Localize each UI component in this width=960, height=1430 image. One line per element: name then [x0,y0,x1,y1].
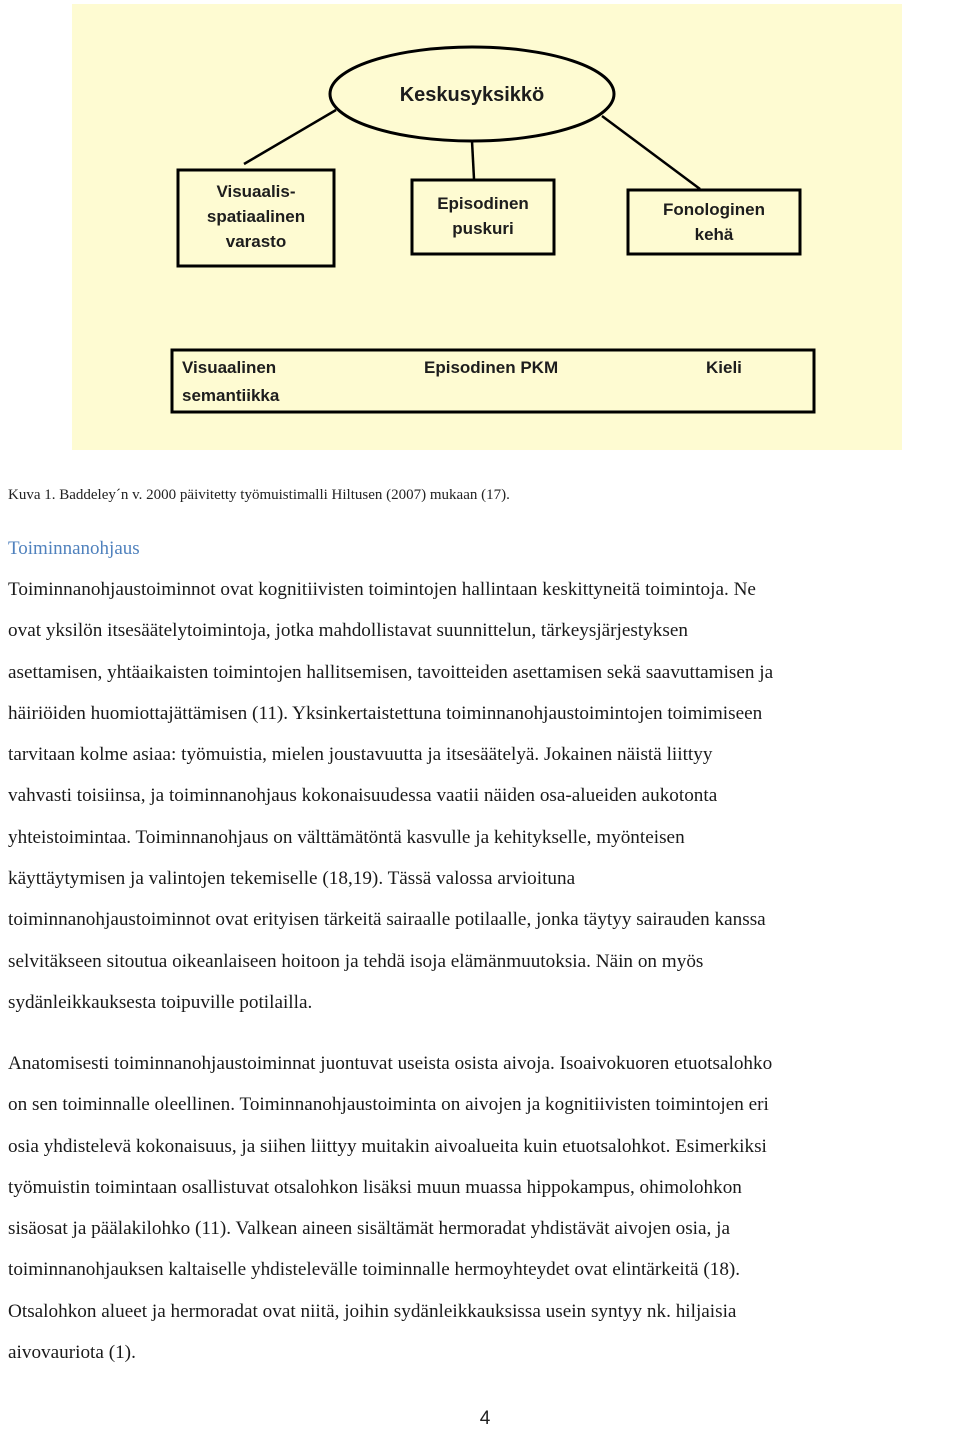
paragraph-line: osia yhdistelevä kokonaisuus, ja siihen liittyy muitakin aivoalueita kuin etuotsalohkot. Esimerkiksi [8,1135,767,1157]
paragraph-line: häiriöiden huomiottajättämisen (11). Yksinkertaistettuna toiminnanohjaustoimintojen toimimiseen [8,702,763,724]
paragraph-line: vahvasti toisiinsa, ja toiminnanohjaus kokonaisuudessa vaatii näiden osa-alueiden aukotonta [8,785,718,807]
paragraph-line: työmuistin toimintaan osallistuvat otsalohkon lisäksi muun muassa hippokampus, ohimolohkon [8,1176,742,1198]
paragraph-line: tarvitaan kolme asiaa: työmuistia, mielen joustavuutta ja itsesäätelyä. Jokainen näistä liittyy [8,744,713,766]
central-executive-label: Keskusyksikkö [399,84,545,106]
paragraph-line: Toiminnanohjaustoiminnot ovat kognitiivisten toimintojen hallintaan keskittyneitä toimintoja. Ne [8,579,756,600]
paragraph-line: selvitäkseen sitoutua oikeanlaiseen hoitoon ja tehdä isoja elämänmuutoksia. Näin on myös [8,950,704,972]
working-memory-diagram [72,4,902,450]
paragraph-line: asettamisen, yhtäaikaisten toimintojen hallitsemisen, tavoitteiden asettamisen sekä saavuttamisen ja [8,661,774,683]
paragraph-line: ovat yksilön itsesäätelytoimintoja, jotka mahdollistavat suunnittelun, tärkeysjärjestyksen [8,620,688,642]
paragraph-line: toiminnanohjaustoiminnot ovat erityisen tärkeitä sairaalle potilaalle, jonka täytyy sairauden kanssa [8,909,766,931]
episodic-buffer-line-2: puskuri [452,219,514,238]
paragraph-line: käyttäytymisen ja valintojen tekemiselle (18,19). Tässä valossa arvioituna [8,868,576,890]
episodic-buffer-line-1: Episodinen [437,194,529,213]
paragraph-2 [8,1043,960,1373]
diagram-svg [72,4,902,450]
phonological-loop-line-1: Fonologinen [663,200,765,219]
paragraph-line: toiminnanohjauksen kaltaiselle yhdistelevälle toiminnalle hermoyhteydet ovat elintärkeitä (18). [8,1259,741,1281]
section-heading: Toiminnanohjaus [8,538,140,559]
paragraph-1 [8,569,960,1023]
phonological-loop-line-2: kehä [694,225,734,244]
episodic-ltm-label: Episodinen PKM [424,358,559,377]
paragraph-line: Anatomisesti toiminnanohjaustoiminnat juontuvat useista osista aivoja. Isoaivokuoren etuotsalohko [8,1053,773,1074]
visual-semantics-line-2: semantiikka [182,386,280,405]
paragraph-line: sydänleikkauksesta toipuville potilailla. [8,991,313,1013]
paragraph-line: on sen toiminnalle oleellinen. Toiminnanohjaustoiminta on aivojen ja kognitiivisten toimintojen eri [8,1094,769,1116]
visuospatial-line-1: Visuaalis- [216,182,296,201]
paragraph-line: sisäosat ja päälakilohko (11). Valkean aineen sisältämät hermoradat yhdistävät aivojen osia, ja [8,1218,730,1240]
figure-caption: Kuva 1. Baddeley´n v. 2000 päivitetty työmuistimalli Hiltusen (2007) mukaan (17). [8,487,510,503]
visual-semantics-line-1: Visuaalinen [182,358,277,377]
paragraph-line: aivovauriota (1). [8,1342,136,1364]
visuospatial-line-2: spatiaalinen [206,207,306,226]
language-label: Kieli [706,358,742,377]
visuospatial-line-3: varasto [225,232,287,251]
page-number: 4 [479,1408,491,1429]
paragraph-line: Otsalohkon alueet ja hermoradat ovat niitä, joihin sydänleikkauksissa usein syntyy nk. hiljaisia [8,1300,737,1322]
paragraph-line: yhteistoimintaa. Toiminnanohjaus on välttämätöntä kasvulle ja kehitykselle, myönteisen [8,826,685,848]
